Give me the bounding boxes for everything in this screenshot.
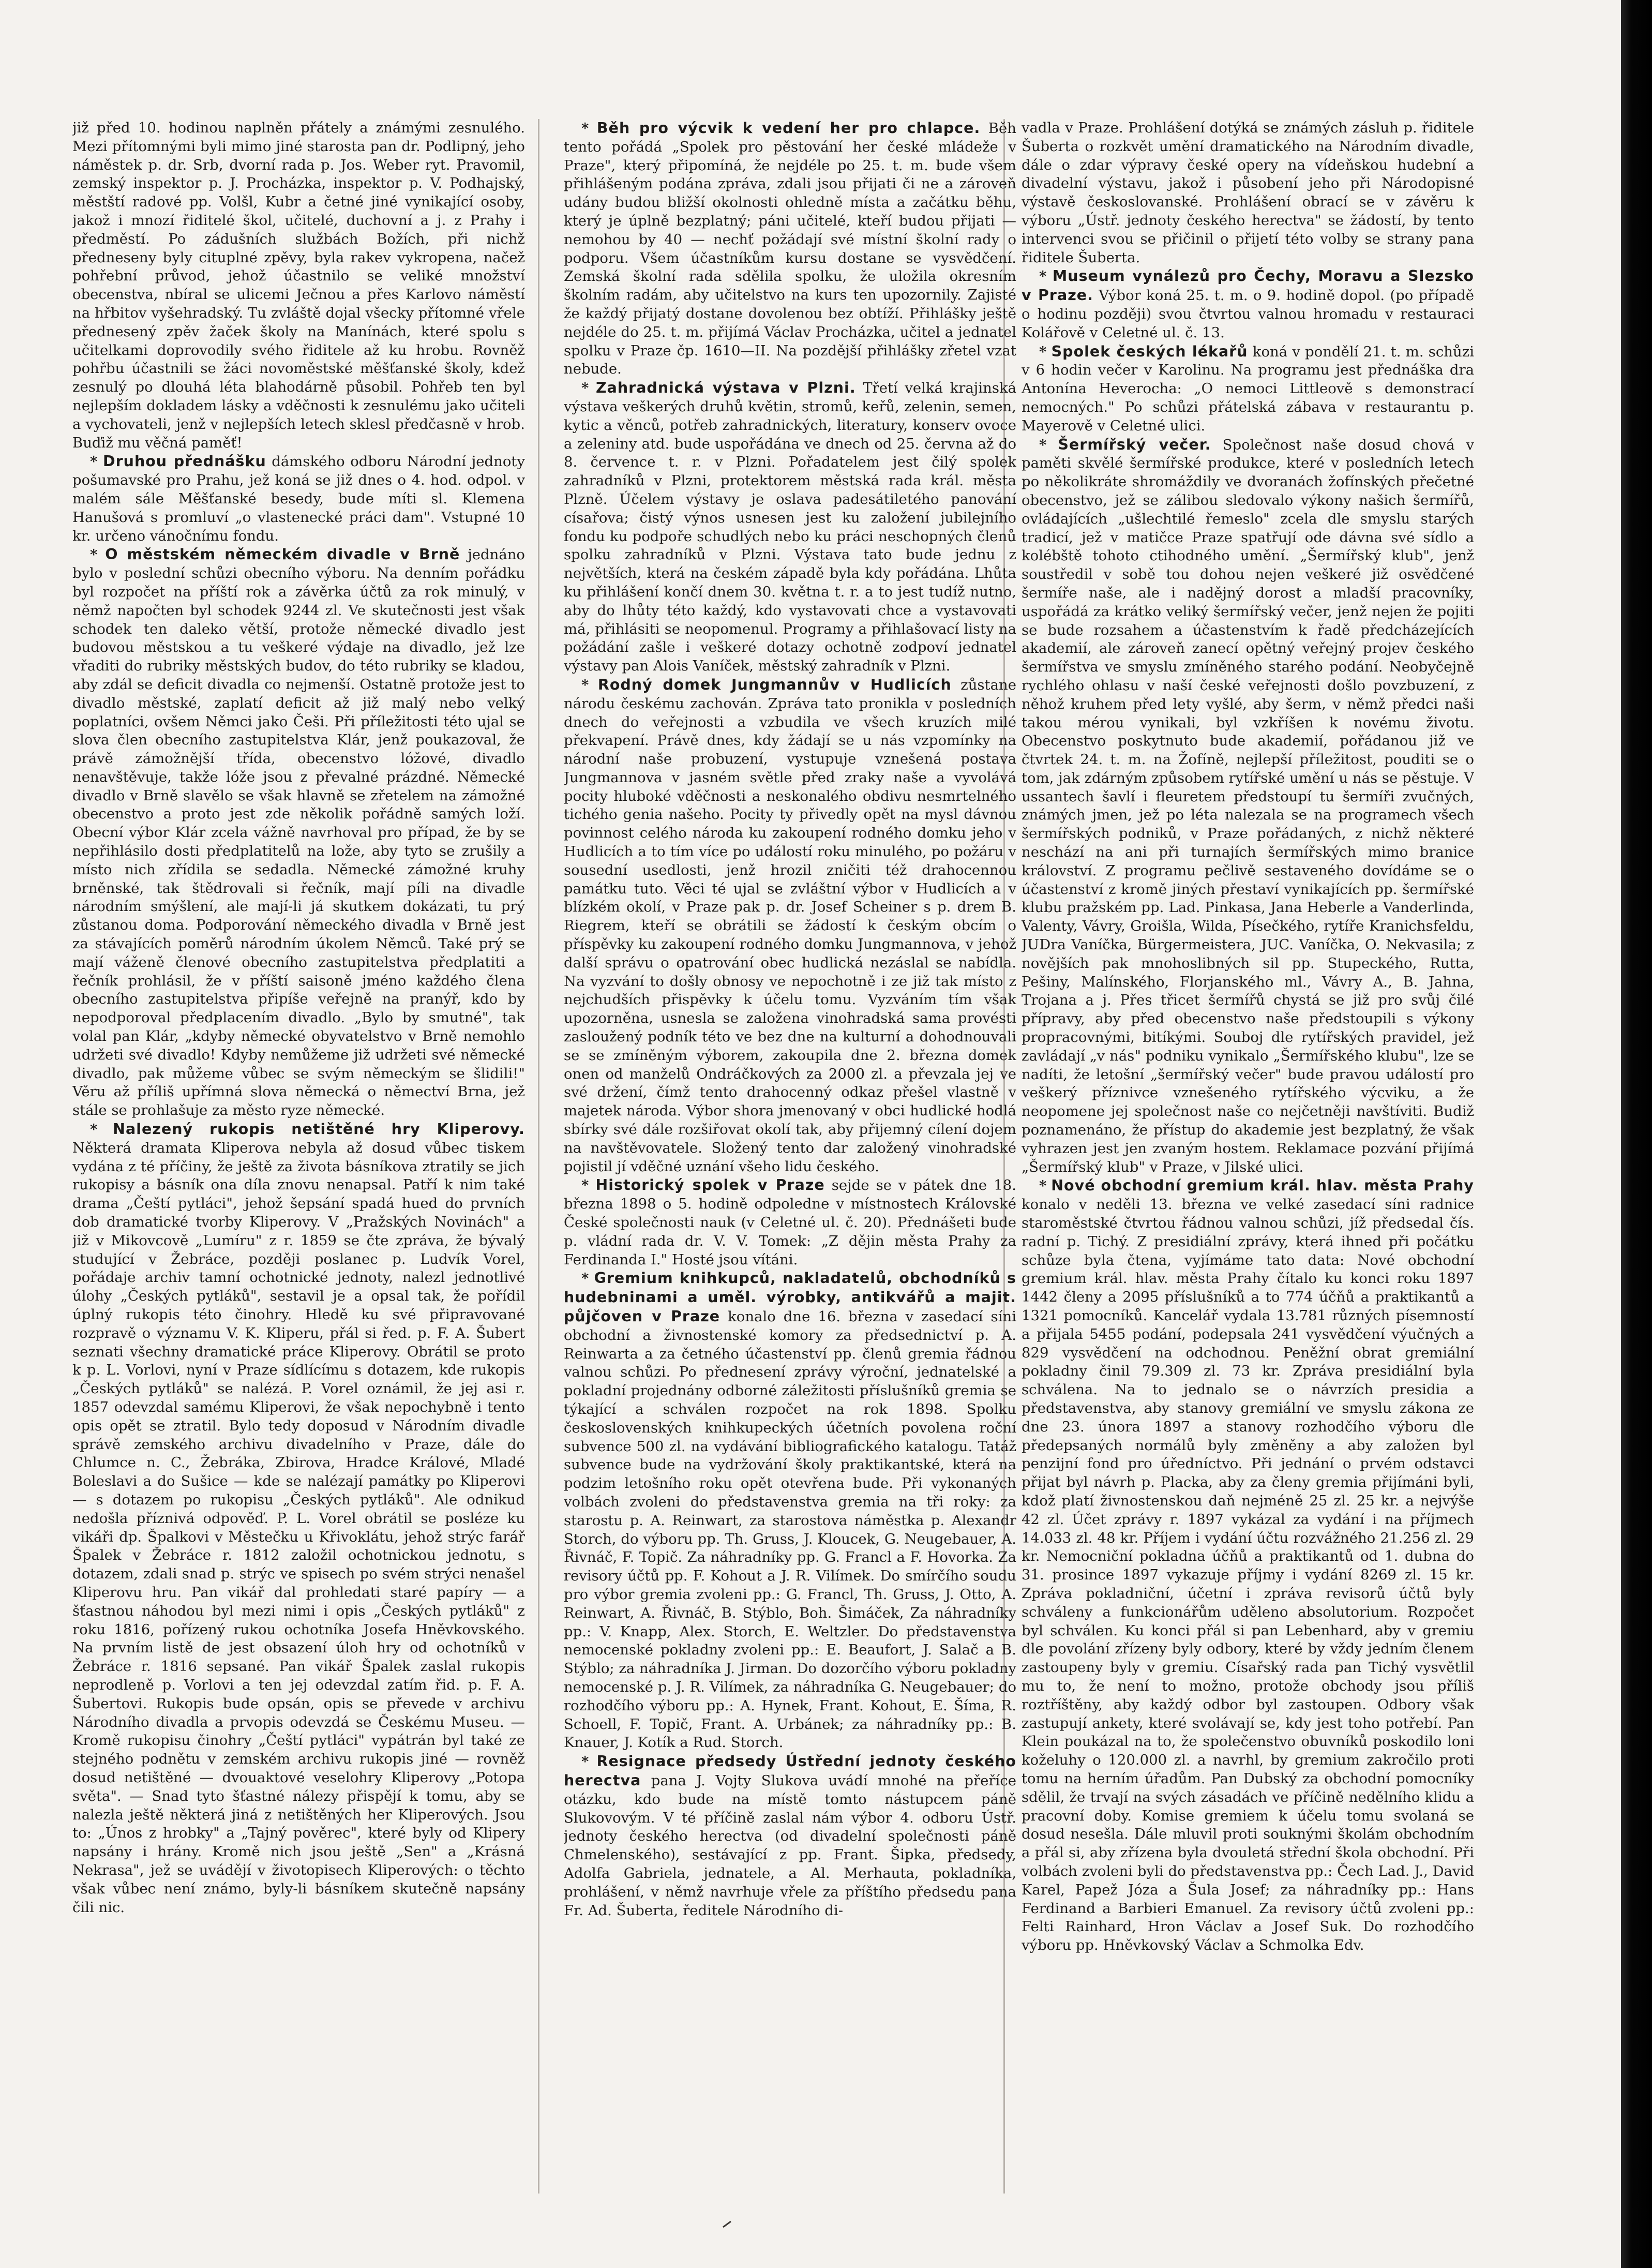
article-text: již před 10. hodinou naplněn přátely a známými zesnulého. Mezi přítomnými byli mimo jiné starosta pan dr. Podlipný, jeho náměstek p. dr. Srb, dvorní rada p. Jos. Weber ryt. Pravomil, zemský inspektor p. J. Procházka, inspektor p. V. Podhajský, městští radové pp. Volšl, Kubr a četné jiné vynikající osoby, jakož i mnozí řiditelé škol, učitelé, duchovní a j. z Prahy i předměstí. Po zádušních službách Božích, při nichž předneseny byly cituplné zpěvy, byla rakev vykropena, načež pohřební průvod, jehož účastnilo se veliké množství obecenstva, nbíral se ulicemi Ječnou a přes Karlovo náměstí na hřbitov vyšehradský. Tu zvláště dojal všecky přítomné vřele přednesený zpěv žaček školy na Manínách, které spolu s učitelkami doprovodily svého řiditele až ku hrobu. Rovněž pohřbu účastnili se žáci novoměstské měšťanské školy, kdež zesnulý po dlouhá léta blahodárně působil. Pohřeb ten byl nejlepším dokladem lásky a vděčnosti k zesnulému jako učiteli a vychovateli, jenž v nejlepších letech sklesl předčasně v hrob. Buďiž mu věčná paměť! [72,120,525,451]
article-text: Některá dramata Kliperova nebyla až dosud vůbec tiskem vydána z té příčiny, že ještě za života básníkova ztratily se jich rukopisy a básník ona díla znovu nenapsal. Patří k nim také drama „Čeští pytláci", jehož šepsání spadá hued do prvních dob dramatické tvorby Kliperovy. V „Pražských Novinách" a již v Mikovcově „Lumíru" z r. 1859 se čte zpráva, že bývalý studující v Žebráce, později poslanec p. Ludvík Vorel, pořádaje archiv tamní ochotnické jednoty, nalezl jednotlivé úlohy „Českých pytláků", sestavil je a opsal tak, že pořídil úplný rukopis této činohry. Hledě ku své připravované rozpravě o významu V. K. Kliperu, přál si řed. p. F. A. Šubert seznati všechny dramatické práce Kliperovy. Obrátil se proto k p. L. Vorlovi, nyní v Praze sídlícímu s dotazem, kde rukopis „Českých pytláků" se nalézá. P. Vorel oznámil, že jej asi r. 1857 odevzdal samému Kliperovi, že však nepochybně i tento opis opět se ztratil. Bylo tedy doposud v Národním divadle správě zemského archivu divadelního v Praze, dále do Chlumce n. C., Žebráka, Zbirova, Hradce Králové, Mladé Boleslavi a do Sušice — kde se nalézají památky po Kliperovi — s dotazem po rukopisu „Českých pytláků". Ale odnikud nedošla příznivá odpověď. P. L. Vorel obrátil se posléze ku vikáři dp. Špalkovi v Městečku u Křivoklátu, jehož strýc farář Špalek v Žebráce r. 1812 založil ochotnickou jednotu, s dotazem, zdali snad p. strýc ve spisech po svém strýci nenašel Kliperovu hru. Pan vikář dal prohledati staré papíry — a šťastnou náhodou byl mezi nimi i opis „Českých pytláků" z roku 1816, pořízený rukou ochotníka Josefa Hněvkovského. Na prvním listě de jest obsazení úloh hry od ochotníků v Žebráce r. 1816 sepsané. Pan vikář Špalek zaslal rukopis neprodleně p. Vorlovi a ten jej odevzdal zatím řid. p. F. A. Šubertovi. Rukopis bude opsán, opis se převede v archivu Národního divadla a prvopis odevzdá se Českému Museu. — Kromě rukopisu činohry „Čeští pytláci" vypátrán byl také ze stejného podnětu v zemském archivu rukopis jiné — rovněž dosud netištěné — dvouaktové veselohry Kliperovy „Potopa světa". — Snad tyto šťastné nálezy přispějí k tomu, aby se nalezla ještě některá jiná z netištěných her Kliperových. Jsou to: „Únos z hrobky" a „Tajný pověrec", které byly od Klipery napsány i hrány. Kromě nich jsou ještě „Sen" a „Krásná Nekrasa", jež se uvádějí v životopisech Kliperových: o těchto však vůbec není známo, byly-li básníkem skutečně napsány čili nic. [72,1139,525,1916]
ink-mark [722,2219,733,2229]
bullet-mark: * [581,1177,589,1194]
article-heading: Nové obchodní gremium král. hlav. města Prahy [1051,1177,1474,1195]
article-text: Třetí velká krajinská výstava veškerých druhů květin, stromů, keřů, zelenin, semen, kytic a věnců, potřeb zahradnických, literatury, konserv ovoce a zeleniny atd. bude uspořádána ve dnech od 25. června až do 8. července t. r. v Plzni. Pořadatelem jest čilý spolek zahradníků v Plzni, protektorem městská rada král. města Plzně. Účelem výstavy je oslava padesátiletého panování císařova; čistý výnos usnesen jest ku založení jubilejního fondu ku podpoře schudlých nebo ku práci neschopných členů spolku zahradníků v Plzni. Výstava tato bude jednu z největších, která na českém západě byla kdy pořádána. Lhůta ku přihlášení končí dnem 30. května t. r. a to jest tudíž nutno, aby do lhůty této každý, kdo vystavovati chce a vystavovati má, přihlásiti se neopomenul. Programy a přihlašovací listy na požádání zašle i veškeré dotazy ochotně zodpoví jednatel výstavy pan Alois Vaníček, městský zahradník v Plzni. [564,380,1016,675]
article-heading: Druhou přednášku [102,453,266,470]
bullet-mark: * [581,676,589,693]
article-rukopis-klipery [72,1120,525,1917]
bullet-mark: * [581,1270,589,1287]
article-text: zůstane národu českému zachován. Zpráva tato pronikla v posledních dnech do veřejnosti a vzbudila ve všech kruzích milé překvapení. Právě dnes, kdy žádají se u nás vzpomínky na národní naše probuzení, vystupuje vznešená postava Jungmannova v jasném světle před zraky naše a vyvolává pocity hluboké vděčnosti a neskonalého obdivu nesmrtelného tichého genia našeho. Pocity ty přivedly opět na mysl dávnou povinnost celého národa ku zakoupení rodného domku jeho v Hudlicích a to tím více po událostí roku minulého, po požáru v sousední usedlosti, jenž hrozil zničiti též drahocennou památku tuto. Věci té ujal se zvláštní výbor v Hudlicích a v blízkém okolí, v Praze pak p. dr. Josef Scheiner s p. drem B. Riegrem, kteří se obrátili se žádostí k českým obcím o příspěvky ku zakoupení rodného domku Jungmannova, v jehož další správu o opatrování obec hudlická nezáslal se nabídla. Na vyzvání to došly obnosy ve nepochotně i ze již tak místo z nejchudších přispěvky k účelu tomu. Vyzváním tím však upozorněna, usnesla se založena vinohradská sama provésti zasloužený podník této ve bez dne na kulturní a dohodnouvali se se zmíněným výborem, zakoupila dne 2. března domek onen od manželů Ondráčkových za 2000 zl. a převzala jej ve své držení, čímž tento drahocenný odkaz přešel vlastně v majetek národa. Výbor shora jmenovaný v obci hudlické hodlá sbírky své dále rozšiřovat okolí tak, aby přijemný cílení dojem na navštěvovatele. Složený tento dar založený vinohradské pojistil jí vděčné uznání všeho lidu českého. [564,676,1016,1175]
article-text: Společnost naše dosud chová v paměti skvělé šermířské produkce, které v posledních letech po několikráte shromáždily ve dvoranách žofínských přečetné obecenstvo, jež se zálibou sledovalo výkony našich šermířů, ovládajících „ušlechtilé řemeslo" zcela dle smyslu starých tradicí, jež v matičce Praze spatřují ode dávna své sídlo a kolébště tohoto ctihodného umění. „Šermířský klub", jenž soustředil v sobě tou dohou nejen veškeré již osvědčené šermíře naše, ale i nadějný dorost a mladší pracovníky, uspořádá za krátko veliký šermířský večer, jenž nejen že pojiti se bude rozsahem a účastenstvím k řadě předcházejících akademií, ale zároveň zanecí opětný veřejný projev českého šermířstva ve smyslu zmíněného starého podání. Neobyčejně rychlého ohlasu v naší české veřejnosti došlo povzbuzení, z něhož kruhem před lety vyšlé, aby šerm, v němž předci naši takou mérou vynikali, byl vzkříšen k novému životu. Obecenstvo poskytnuto bude akademií, pořádanou již ve čtvrtek 24. t. m. na Žofíně, nejlepší příležitost, pouditi se o tom, jak zdárným způsobem rytířské umění u nás se pěstuje. V ussantech šavlí i fleuretem předstoupí tu šermíři zvučných, známých jmen, jež po léta nalezala se na programech všech šermířských podniků, v Praze pořádaných, z nichž některé neschází na ani při turnajích šermířských mimo branice království. Z programu pečlivě sestaveného dovídáme se o účastenství z kromě jiných přestaví vynikajících pp. šermířské klubu pražském pp. Lad. Pinkasa, Jana Heberle a Vanderlinda, Valenty, Vávry, Groišla, Wilda, Písečkého, rytíře Kranichsfeldu, JUDra Vaníčka, Bürgermeistera, JUC. Vaníčka, O. Nekvasila; z novějších pak mnohoslibných sil pp. Stupeckého, Rutta, Pešiny, Malínského, Florjanského ml., Vávry A., B. Jahna, Trojana a j. Přes třicet šermířů chystá se již pro svůj čilé přípravy, aby před obecenstvo naše předstoupili s výkony propracovnými, bitíkými. Souboj dle rytířských pravidel, jež zavládají „v nás" podniku vynikalo „Šermířského klubu", lze se nadíti, že letošní „šermířský večer" bude pravou událostí pro veškerý příznivce vznešeného rytířského výcviku, a že neopomene jej společnost naše co nejčetněji navštíviti. Budiž poznamenáno, že přístup do akademie jest bezplatný, že však vyhrazen jest jen zvaným hostem. Reklamace pozvání přijímá „Šermířský klub" v Praze, v Jilské ulici. [1022,436,1474,1175]
bullet-mark: * [90,453,98,470]
article-heading: Spolek českých lékařů [1051,342,1248,360]
article-heading: Museum vynálezů pro Čechy, Moravu a Slezsko v Praze. [1022,267,1474,304]
bullet-mark: * [581,380,589,397]
column-3 [1022,119,1474,2194]
article-resignace-predsedy [564,1752,1016,1920]
bullet-mark: * [581,120,589,137]
article-text: jednáno bylo v poslední schůzi obecního výboru. Na denním pořádku byl rozpočet na příští rok a závěrka účtů za rok minulý, v němž napočten byl schodek 9244 zl. Ve skutečnosti jest však schodek ten daleko větší, protože německé divadlo jest budovou městskou a tu veškeré výdaje na divadlo, jež lze vřaditi do rubriky městských budov, do této rubriky se kladou, aby zdál se deficit divadla co nejmenší. Ostatně protože jest to divadlo městské, zaplatí deficit až již malý nebo velký poplatníci, ovšem Němci jako Češi. Při příležitosti této ujal se slova člen obecního zastupitelstva Klár, jenž poukazoval, že právě zámožnější třída, obecenstvo lóžové, divadlo nenavštěvuje, takže lóže jsou z převalné prázdné. Německé divadlo v Brně slavělo se však hlavně se zřetelem na zámožné obecenstvo a proto jest zde několik pořádně samých loží. Obecní výbor Klár zcela vážně navrhoval pro případ, že by se nepřihlásilo dosti předplatitelů na lože, aby tyto se zrušily a místo nich zřídila se sedadla. Německé zámožné kruhy brněnské, tak štědrovali si řečník, mají píli na divadle národním smýšlení, ale mají-li já skutkem dokázati, tu prý zůstanou doma. Podporování německého divadla v Brně jest za stávajících poměrů národním úkolem Němců. Také prý se mají váženě členové obecního zastupitelstva předplatiti a řečník prohlásil, že v příští saisoně jméno každého člena obecního zastupitelstva připíše veřejně na pranýř, kdo by nepodporoval předplacením divadlo. „Bylo by smutné", tak volal pan Klár, „kdyby německé obyvatelstvo v Brně nemohlo udržeti své divadlo! Kdyby nemůžeme již udržeti své německé divadlo, pak můžeme vůbec se svým německým se šlidili!" Věru až příliš upřímná slova německá o němectví Brna, jež stále se prohlašuje za město ryze německé. [72,546,525,1119]
article-heading: Šermířský večer. [1058,436,1211,453]
article-heading: Zahradnická výstava v Plzni. [595,379,856,397]
bullet-mark: * [1039,268,1047,285]
article-heading: Běh pro výcvik k vedení her pro chlapce. [596,120,981,137]
article-text: pana J. Vojty Slukova uvádí mnohé na přeříce otázku, kdo bude na místě tomto nástupcem páně Slukovovým. V té příčině zaslal nám výbor 4. odboru Ústř. jednoty českého herectva (od divadelní společnosti páně Chmelenského), sestávající z pp. Frant. Šipka, předsedy, Adolfa Gabriela, jednatele, a Al. Merhauta, pokladníka, prohlášení, v němž navrhuje vřele za příštího předsedu pana Fr. Ad. Šuberta, ředitele Národního di- [564,1772,1016,1919]
article-obchodni-gremium [1022,1176,1474,1954]
article-domek-jungmannuv [564,676,1016,1176]
article-heading: Resignace předsedy Ústřední jednoty českého herectva [564,1753,1016,1789]
article-spolek-lekaru [1022,342,1474,436]
article-text: sejde se v pátek dne 18. března 1898 o 5. hodině odpoledne v místnostech Královské České společnosti nauk (v Celetné ul. č. 20). Přednášeti bude p. vládní rada dr. V. V. Tomek: „Z dějin města Prahy za Ferdinanda I." Hosté jsou vítáni. [564,1177,1016,1268]
article-beh-pro-vycvik [564,119,1016,379]
article-heading: Historický spolek v Praze [595,1176,825,1194]
article-heading: Nalezený rukopis netištěné hry Kliperovy. [113,1121,525,1138]
bullet-mark: * [90,546,98,563]
bullet-mark: * [581,1753,589,1770]
article-text: dámského odboru Národní jednoty pošumavské pro Prahu, jež koná se již dnes o 4. hod. odpol. v malém sále Měšťanské besedy, bude míti sl. Klemena Hanušová s promluví „o vlastenecké práci dam". Vstupné 10 kr. určeno vánočnímu fondu. [72,453,525,544]
article-vystava-plzen [564,379,1016,676]
article-text: koná v pondělí 21. t. m. schůzi v 6 hodin večer v Karolinu. Na programu jest přednáška dra Antonína Heverocha: „O nemoci Littleově s demonstrací nemocných." Po schůzi přátelská zábava v restaurantu p. Mayerově v Celetné ulici. [1022,343,1474,434]
article-text: Výbor koná 25. t. m. o 9. hodině dopol. (po případě o hodinu později) svou čtvrtou valnou hromadu v restauraci Kolářově v Celetné ul. č. 13. [1022,287,1474,341]
column-rule [538,119,539,2194]
article-resignace-continuation [1022,119,1474,267]
bullet-mark: * [1039,343,1047,360]
article-text: Běh tento pořádá „Spolek pro pěstování her české mládeže v Praze", který připomíná, že nejdéle po 25. t. m. bude všem přihlášeným podána zpráva, zdali jsou přijati či ne a zároveň udány budou bližší okolnosti ohledně místa a začátku běhu, který je úplně bezplatný; páni učitelé, kteří budou přijati — nemohou by 40 — nechť požádají své místní školní rady o podporu. Všem účastníkům kursu dostane se vysvědčení. Zemská školní rada sdělila spolku, že uložila okresním školním radám, aby učitelstvo na kurs ten upozornily. Zajisté že každý přijatý dostane dovolenou bez obtíží. Přihlášky ještě nejdéle do 25. t. m. přijímá Václav Procházka, učitel a jednatel spolku v Praze čp. 1610—II. Na pozdější přihlášky zřetel vzat nebude. [564,120,1016,378]
article-text: vadla v Praze. Prohlášení dotýká se známých zásluh p. řiditele Šuberta o rozkvět umění dramatického na Národním divadle, dále o zdar výpravy české opery na vídeňskou hudební a divadelní výstavu, jakož i působení jeho při Národopisné výstavě českoslovanské. Prohlášení obrací se v závěru k výboru „Ústř. jednoty českého herectva" se žádostí, by tento intervenci svou se přičinil o přijetí této volby se strany pana řiditele Šuberta. [1022,120,1474,266]
bullet-mark: * [90,1121,98,1138]
article-historicky-spolek [564,1176,1016,1269]
article-gremium-knihkupcu [564,1269,1016,1752]
column-1 [72,119,525,2194]
article-text: konalo dne 16. března v zasedací síni obchodní a živnostenské komory za předsednictví p. A. Reinwarta a za četného účastenství pp. členů gremia řádnou valnou schůzi. Po přednesení zprávy výroční, jednatelské a pokladní projednány odborné záležitosti příslušníků gremia se týkající a schválen rozpočet na rok 1898. Spolku československých knihkupeckých účetních povolena roční subvence 500 zl. na vydávání bibliografického katalogu. Tatáž subvence bude na vydržování školy praktikantské, která na podzim letošního roku opět otevřena bude. Při vykonaných volbách zvoleni do představenstva gremia na tři roky: za starostu p. A. Reinwart, za starostova náměstka p. Alexandr Storch, do výboru pp. Th. Gruss, J. Kloucek, G. Neugebauer, A. Řivnáč, F. Topič. Za náhradníky pp. G. Francl a F. Hovorka. Za revisory účtů pp. F. Kohout a J. R. Vilímek. Do smírčího soudu pro výbor gremia zvoleni pp.: G. Francl, Th. Gruss, J. Otto, A. Reinwart, A. Řivnáč, B. Stýblo, Boh. Šimáček, Za náhradníky pp.: V. Knapp, Alex. Storch, E. Weltzler. Do představenstva nemocenské pokladny zvoleni pp.: E. Beaufort, J. Salač a B. Stýblo; za náhradníka J. Jirman. Do dozorčího výboru pokladny nemocenské p. J. R. Vilímek, za náhradníka G. Neugebauer; do rozhodčího výboru pp.: A. Hynek, Frant. Kohout, E. Šíma, R. Schoell, F. Topič, Frant. A. Urbánek; za náhradníky pp.: B. Knauer, J. Kotík a Rud. Storch. [564,1308,1016,1751]
article-heading: Gremium knihkupců, nakladatelů, obchodníků s hudebninami a uměl. výrobky, antikvářů a majit. půjčoven v Praze [564,1270,1016,1325]
article-druhou-prednasku [72,452,525,545]
page-edge-shadow [1621,0,1652,2268]
article-heading: O městském německém divadle v Brně [105,546,460,563]
bullet-mark: * [1039,436,1047,453]
article-heading: Rodný domek Jungmannův v Hudlicích [597,676,952,693]
column-2 [564,119,1016,2194]
bullet-mark: * [1039,1177,1047,1195]
article-text: konalo v neděli 13. března ve velké zasedací síni radnice staroměstské čtvrtou řádnou valnou schůzi, jíž předsedal čís. radní p. Tichý. Z presidiální zprávy, která ihned při počátku schůze byla čtena, vyjímáme tato data: Nové obchodní gremium král. hlav. města Prahy čítalo ku konci roku 1897 1442 členy a 2095 příslušníků a to 774 účňů a praktikantů a 1321 pomocníků. Kancelář vydala 13.781 různých písemností a přijala 5455 podání, podepsala 241 vysvědčení výučných a 829 vysvědčení na odchodnou. Peněžní obrat gremiální pokladny činil 79.309 zl. 73 kr. Zpráva presidiální byla schválena. Na to jednalo se o návrzích presidia a představenstva, aby stanovy gremiální ve smyslu zákona ze dne 23. února 1897 a stanovy rozhodčího výboru dle předepsaných normálů byly změněny a aby založen byl penzijní fond pro úředníctvo. Při jednání o prvém odstavci přijat byl návrh p. Placka, aby za členy gremia přijímáni byli, kdož platí živnostenskou daň nejméně 25 zl. 25 kr. a nejvýše 42 zl. Účet zprávy r. 1897 vykázal za vydání i na příjmech 14.033 zl. 48 kr. Příjem i vydání účtu rozvážného 21.256 zl. 29 kr. Nemocniční pokladna účňů a praktikantů od 1. dubna do 31. prosince 1897 vykazuje příjmy i vydání 8269 zl. 15 kr. Zpráva pokladniční, účetní i zpráva revisorů účtů byly schváleny a funkcionářům uděleno absolutorium. Rozpočet byl schválen. Ku konci přál si pan Lebenhard, aby v gremiu dle povolání zřízeny byly odbory, které by vždy jedním členem zastoupeny byly v gremiu. Císařský rada pan Tichý vysvětlil mu to, že není to možno, protože obchody jsou příliš roztříštěny, aby každý odbor byl zastoupen. Odbory však zastupují ankety, které svolávají se, kdy jest toho potřebí. Pan Klein poukázal na to, že společenstvo obuvníků poskodilo loni koželuhy o 120.000 zl. a navrhl, by gremium zakročilo proti tomu na herním úřadům. Pan Dubský za obchodní pomocníky sdělil, že trvají na svých zásadách ve příčině nedělního klidu a pracovní doby. Komise gremiem k účelu tomu svolaná se dosud nesešla. Dále mluvil proti souknými školám obchodním a přál si, aby zřízena byla dvouletá střední škola obchodní. Při volbách zvoleni byli do představenstva pp.: Čech Lad. J., David Karel, Papež Józa a Šula Josef; za náhradníky pp.: Hans Ferdinand a Barbieri Emanuel. Za revisory účtů zvoleni pp.: Felti Rainhard, Hron Václav a Josef Suk. Do rozhodčího výboru pp. Hněvkovský Václav a Schmolka Edv. [1022,1196,1474,1954]
article-divadlo-brno [72,545,525,1120]
article-museum-vynalezu [1022,267,1474,342]
article-pohreb-continuation [72,119,525,452]
article-sermirsky-vecer [1022,436,1474,1177]
